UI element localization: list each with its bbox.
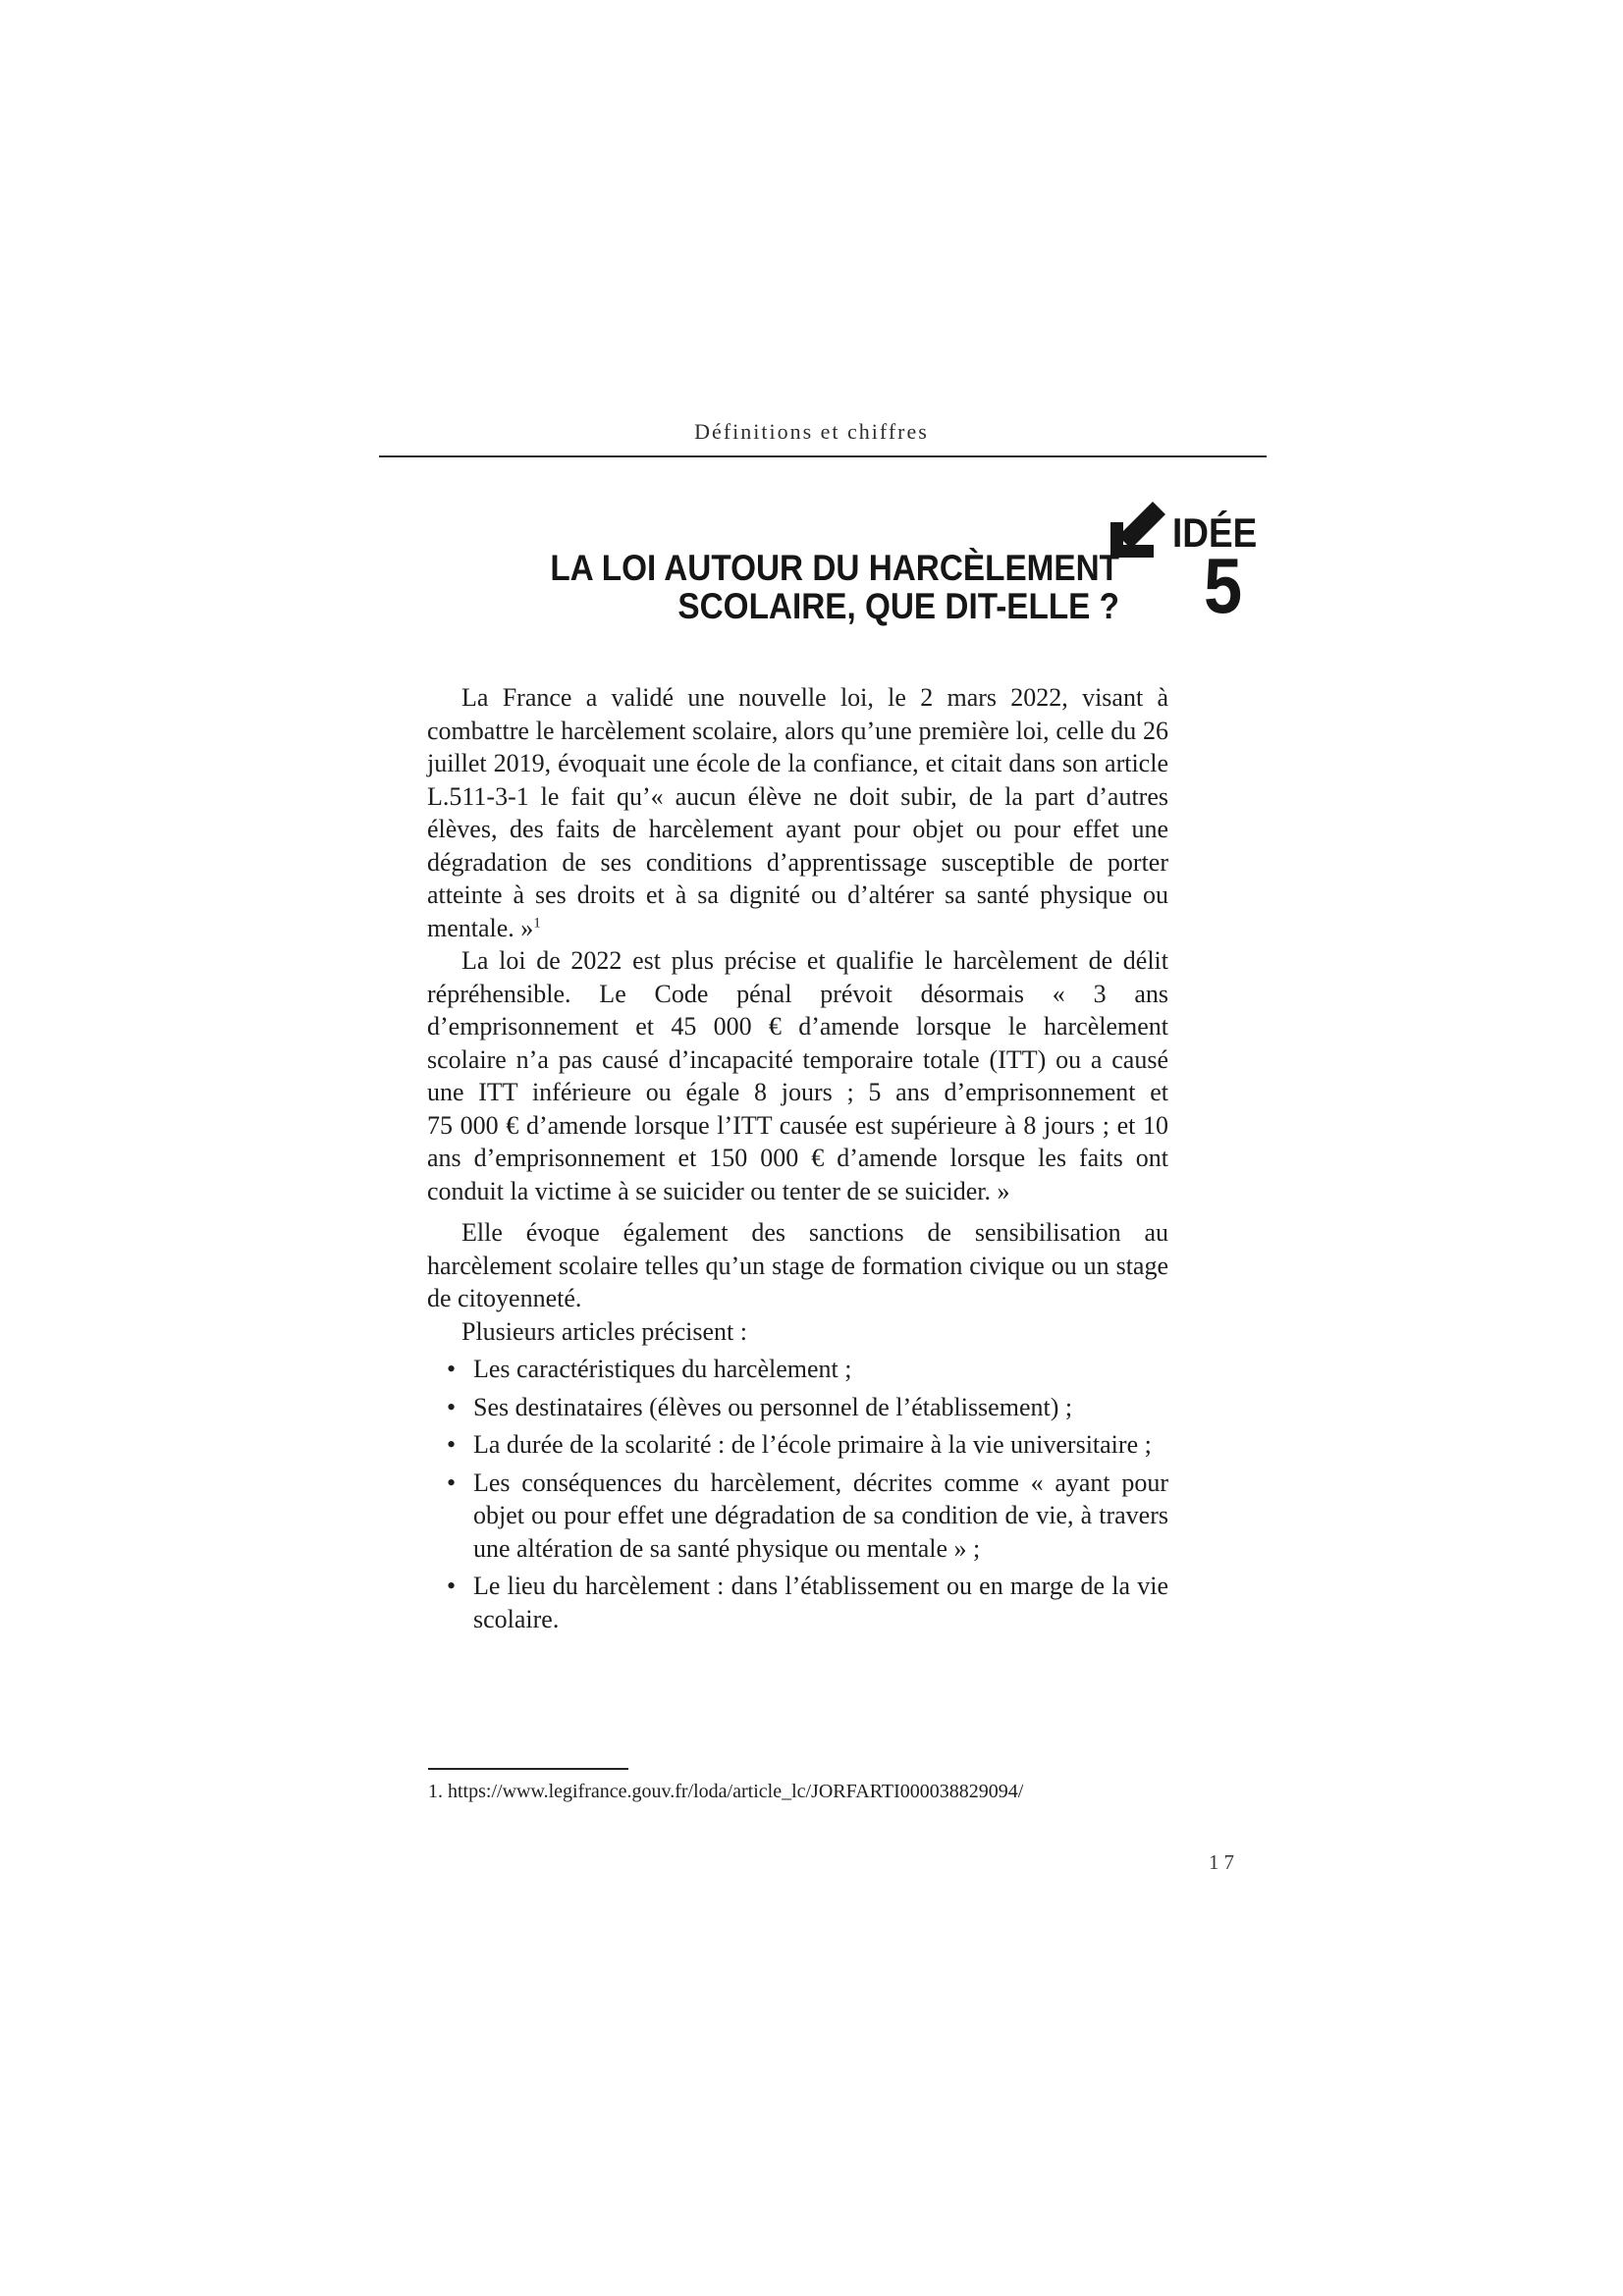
list-item-text: Les caractéristiques du harcèlement ; [473, 1355, 852, 1383]
list-item-text: Ses destinataires (élèves ou personnel de l’établissement) ; [473, 1392, 1073, 1421]
paragraph-1 [427, 681, 1168, 944]
list-item-text: Les conséquences du harcèlement, décrites comme « ayant pour objet ou pour effet une dégradation de sa condition de vie, à travers une altération de sa santé physique ou mentale » ; [473, 1468, 1168, 1563]
page-number: 17 [1209, 1850, 1239, 1874]
bullet-list [427, 1353, 1168, 1635]
list-item-text: Le lieu du harcèlement : dans l’établissement ou en marge de la vie scolaire. [473, 1572, 1168, 1633]
bullet-dot: • [447, 1572, 457, 1600]
list-item [447, 1570, 1168, 1635]
list-item [447, 1467, 1168, 1566]
body-text-column [427, 681, 1168, 1635]
paragraph-2: La loi de 2022 est plus précise et qualifie le harcèlement de délit répréhensible. Le Code pénal prévoit désormais « 3 ans d’emprisonnement et 45 000 € d’amende lorsque le harcèlement scolaire n’a pas causé d’incapacité temporaire totale (ITT) ou a causé une ITT inférieure ou égale 8 jours ; 5 ans d’emprisonnement et 75 000 € d’amende lorsque l’ITT causée est supérieure à 8 jours ; et 10 ans d’emprisonnement et 150 000 € d’amende lorsque les faits ont conduit la victime à se suicider ou tenter de se suicider. » [427, 946, 1168, 1205]
chapter-title-line2: SCOLAIRE, QUE DIT-ELLE ? [677, 586, 1119, 626]
running-header: Définitions et chiffres [694, 419, 929, 444]
header-rule [379, 455, 1267, 457]
footnote-marker: 1. [428, 1781, 443, 1802]
chapter-title [453, 549, 1120, 625]
paragraph-4: Plusieurs articles précisent : [461, 1316, 747, 1346]
list-item [447, 1391, 1168, 1424]
bullet-dot: • [447, 1430, 457, 1459]
paragraph-1-text: La France a validé une nouvelle loi, le 2 mars 2022, visant à combattre le harcèlement scolaire, alors qu’une première loi, celle du 26 juillet 2019, évoquait une école de la confiance, et citait dans son article L.511-3-1 le fait qu’« aucun élève ne doit subir, de la part d’autres élèves, des faits de harcèlement ayant pour objet ou pour effet une dégradation de ses conditions d’apprentissage susceptible de porter atteinte à ses droits et à sa dignité ou d’altérer sa santé physique ou mentale. » [427, 683, 1168, 942]
idea-badge-label: IDÉE [1172, 509, 1258, 556]
footnote [428, 1781, 1194, 1803]
footnote-url: https://www.legifrance.gouv.fr/loda/article_lc/JORFARTI000038829094/ [448, 1781, 1024, 1802]
bullet-dot: • [447, 1355, 457, 1383]
idea-badge-number: 5 [1204, 542, 1243, 629]
list-item-text: La durée de la scolarité : de l’école primaire à la vie universitaire ; [473, 1430, 1152, 1459]
chapter-title-line1: LA LOI AUTOUR DU HARCÈLEMENT [550, 548, 1119, 588]
idea-badge [1106, 496, 1302, 643]
list-item [447, 1353, 1168, 1386]
footnote-rule [428, 1768, 628, 1770]
footnote-reference: 1 [533, 914, 541, 931]
list-item [447, 1428, 1168, 1462]
bullet-dot: • [447, 1468, 457, 1497]
bullet-dot: • [447, 1392, 457, 1421]
paragraph-3: Elle évoque également des sanctions de sensibilisation au harcèlement scolaire telles qu’un stage de formation civique ou un stage de citoyenneté. [427, 1218, 1168, 1312]
